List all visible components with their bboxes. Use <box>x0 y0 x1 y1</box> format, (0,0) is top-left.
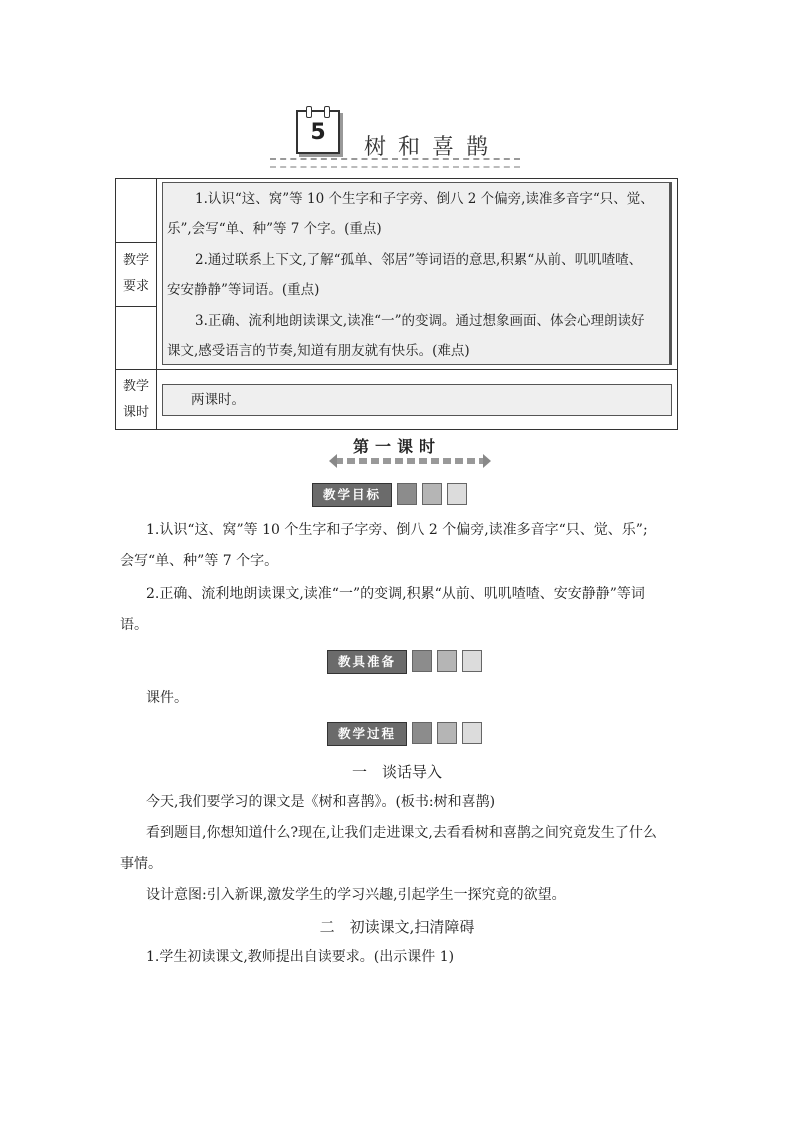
goals-bar-label: 教学目标 <box>312 483 392 507</box>
part2-heading: 二 初读课文,扫清障碍 <box>319 918 475 936</box>
decor-square <box>437 650 457 672</box>
requirement-item-1-line2: 乐”,会写“单、种”等 7 个字。(重点) <box>167 221 382 237</box>
decor-square <box>422 483 442 505</box>
process-bar-label: 教学过程 <box>327 722 407 746</box>
materials-text: 课件。 <box>146 690 188 706</box>
divider <box>116 369 677 370</box>
decor-square <box>462 722 482 744</box>
divider <box>116 306 157 307</box>
part1-paragraph-2-line2: 事情。 <box>120 856 162 872</box>
requirement-item-3-line1: 3.正确、流利地朗读课文,读准“一”的变调。通过想象画面、体会心理朗读好 <box>195 313 645 329</box>
part1-design-intent: 设计意图:引入新课,激发学生的学习兴趣,引起学生一探究竟的欲望。 <box>146 887 566 903</box>
goal-item-1-line2: 会写“单、种”等 7 个字。 <box>120 553 279 569</box>
decor-square <box>462 650 482 672</box>
materials-bar <box>327 650 482 672</box>
hours-value: 两课时。 <box>162 384 672 416</box>
decor-square <box>397 483 417 505</box>
decor-square <box>412 650 432 672</box>
part2-paragraph-1: 1.学生初读课文,教师提出自读要求。(出示课件 1) <box>146 949 455 965</box>
label-column <box>116 179 157 429</box>
calendar-ring-icon <box>324 106 330 118</box>
requirements-table <box>115 178 678 430</box>
title-underline <box>270 158 520 168</box>
section-title-decoration <box>335 458 485 464</box>
lesson-title: 树和喜鹊 <box>364 135 501 160</box>
requirements-content <box>162 182 672 365</box>
goal-item-2-line2: 语。 <box>120 617 148 633</box>
goals-bar <box>312 483 467 505</box>
calendar-ring-icon <box>306 106 312 118</box>
requirement-item-2-line1: 2.通过联系上下文,了解“孤单、邻居”等词语的意思,积累“从前、叽叽喳喳、 <box>195 252 643 268</box>
goal-item-1-line1: 1.认识“这、窝”等 10 个生字和子字旁、倒八 2 个偏旁,读准多音字“只、觉、乐”; <box>146 522 648 538</box>
goal-item-2-line1: 2.正确、流利地朗读课文,读准“一”的变调,积累“从前、叽叽喳喳、安安静静”等词 <box>146 586 645 602</box>
lesson-number-badge <box>296 110 340 154</box>
lesson-number: 5 <box>310 119 326 145</box>
requirements-label: 教学 要求 <box>122 253 149 294</box>
hours-label: 教学 课时 <box>122 379 149 420</box>
part1-heading: 一 谈话导入 <box>351 763 442 781</box>
part1-paragraph-2-line1: 看到题目,你想知道什么?现在,让我们走进课文,去看看树和喜鹊之间究竟发生了什么 <box>146 825 657 841</box>
requirement-item-1-line1: 1.认识“这、窝”等 10 个生字和子字旁、倒八 2 个偏旁,读准多音字“只、觉、 <box>195 191 654 207</box>
decor-square <box>412 722 432 744</box>
process-bar <box>327 722 482 744</box>
section-title: 第一课时 <box>352 437 441 456</box>
decor-square <box>447 483 467 505</box>
requirement-item-3-line2: 课文,感受语言的节奏,知道有朋友就有快乐。(难点) <box>167 343 470 359</box>
part1-paragraph-1: 今天,我们要学习的课文是《树和喜鹊》。(板书:树和喜鹊) <box>146 794 496 810</box>
divider <box>116 242 157 243</box>
decor-square <box>437 722 457 744</box>
materials-bar-label: 教具准备 <box>327 650 407 674</box>
requirement-item-2-line2: 安安静静”等词语。(重点) <box>167 282 320 298</box>
